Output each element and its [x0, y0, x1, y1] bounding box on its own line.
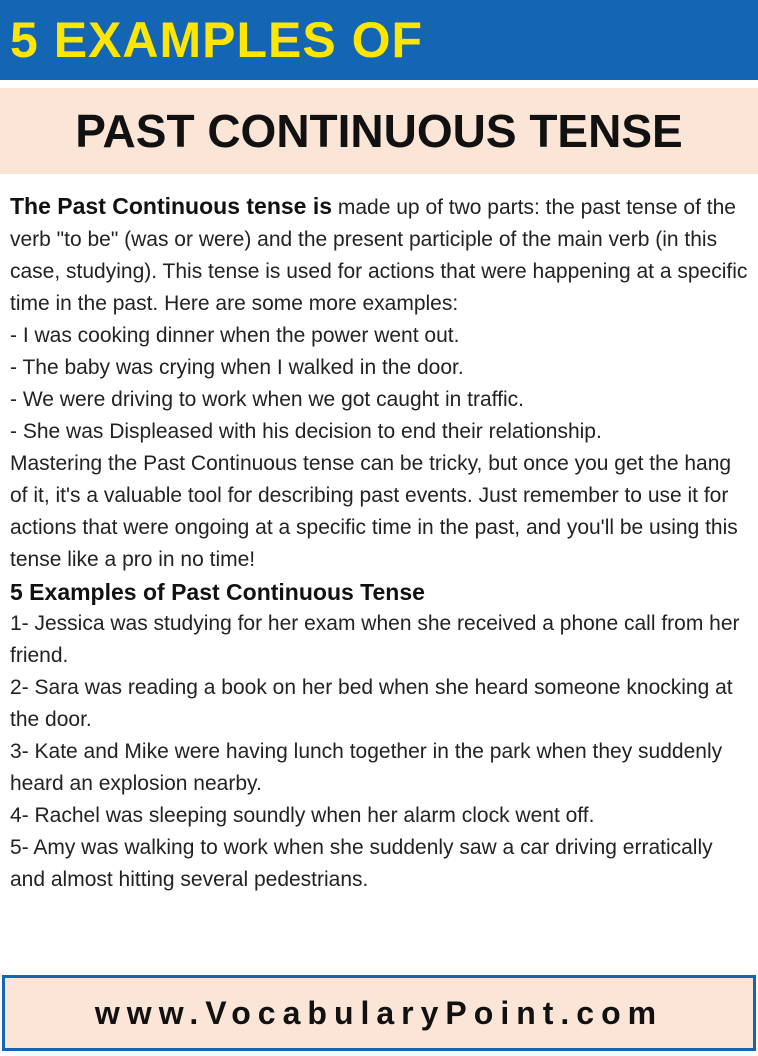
intro-example: - I was cooking dinner when the power went out. — [10, 324, 460, 347]
intro-example: - We were driving to work when we got caught in traffic. — [10, 388, 524, 411]
footer-banner — [2, 975, 756, 1051]
intro-lead: The Past Continuous tense is — [10, 193, 333, 219]
intro-text: made up of two parts: the past tense of the verb "to be" (was or were) and the present participle of the main verb (in this case, studying). This tense is used for actions that were happening at a specific time in the past. Here are some more examples: — [10, 196, 748, 315]
page-title: 5 EXAMPLES OF — [10, 12, 424, 68]
section-heading: 5 Examples of Past Continuous Tense — [10, 579, 425, 605]
website-url: www.VocabularyPoint.com — [94, 994, 664, 1031]
top-banner — [0, 0, 758, 80]
example-item: 2- Sara was reading a book on her bed when she heard someone knocking at the door. — [10, 676, 733, 731]
example-item: 3- Kate and Mike were having lunch together in the park when they suddenly heard an explosion nearby. — [10, 740, 723, 795]
example-item: 5- Amy was walking to work when she suddenly saw a car driving erratically and almost hitting several pedestrians. — [10, 836, 713, 891]
example-item: 4- Rachel was sleeping soundly when her alarm clock went off. — [10, 804, 595, 827]
intro-example: - She was Displeased with his decision to end their relationship. — [10, 420, 602, 443]
example-item: 1- Jessica was studying for her exam when she received a phone call from her friend. — [10, 612, 740, 667]
page-subtitle: PAST CONTINUOUS TENSE — [75, 105, 683, 157]
intro-example: - The baby was crying when I walked in the door. — [10, 356, 464, 379]
closing-paragraph: Mastering the Past Continuous tense can be tricky, but once you get the hang of it, it's a valuable tool for describing past events. Just remember to use it for actions that were ongoing at a specific time in the past, and you'll be using this tense like a pro in no time! — [10, 452, 738, 571]
sub-banner — [0, 88, 758, 174]
intro-paragraph — [10, 190, 750, 320]
article-body — [10, 190, 750, 896]
